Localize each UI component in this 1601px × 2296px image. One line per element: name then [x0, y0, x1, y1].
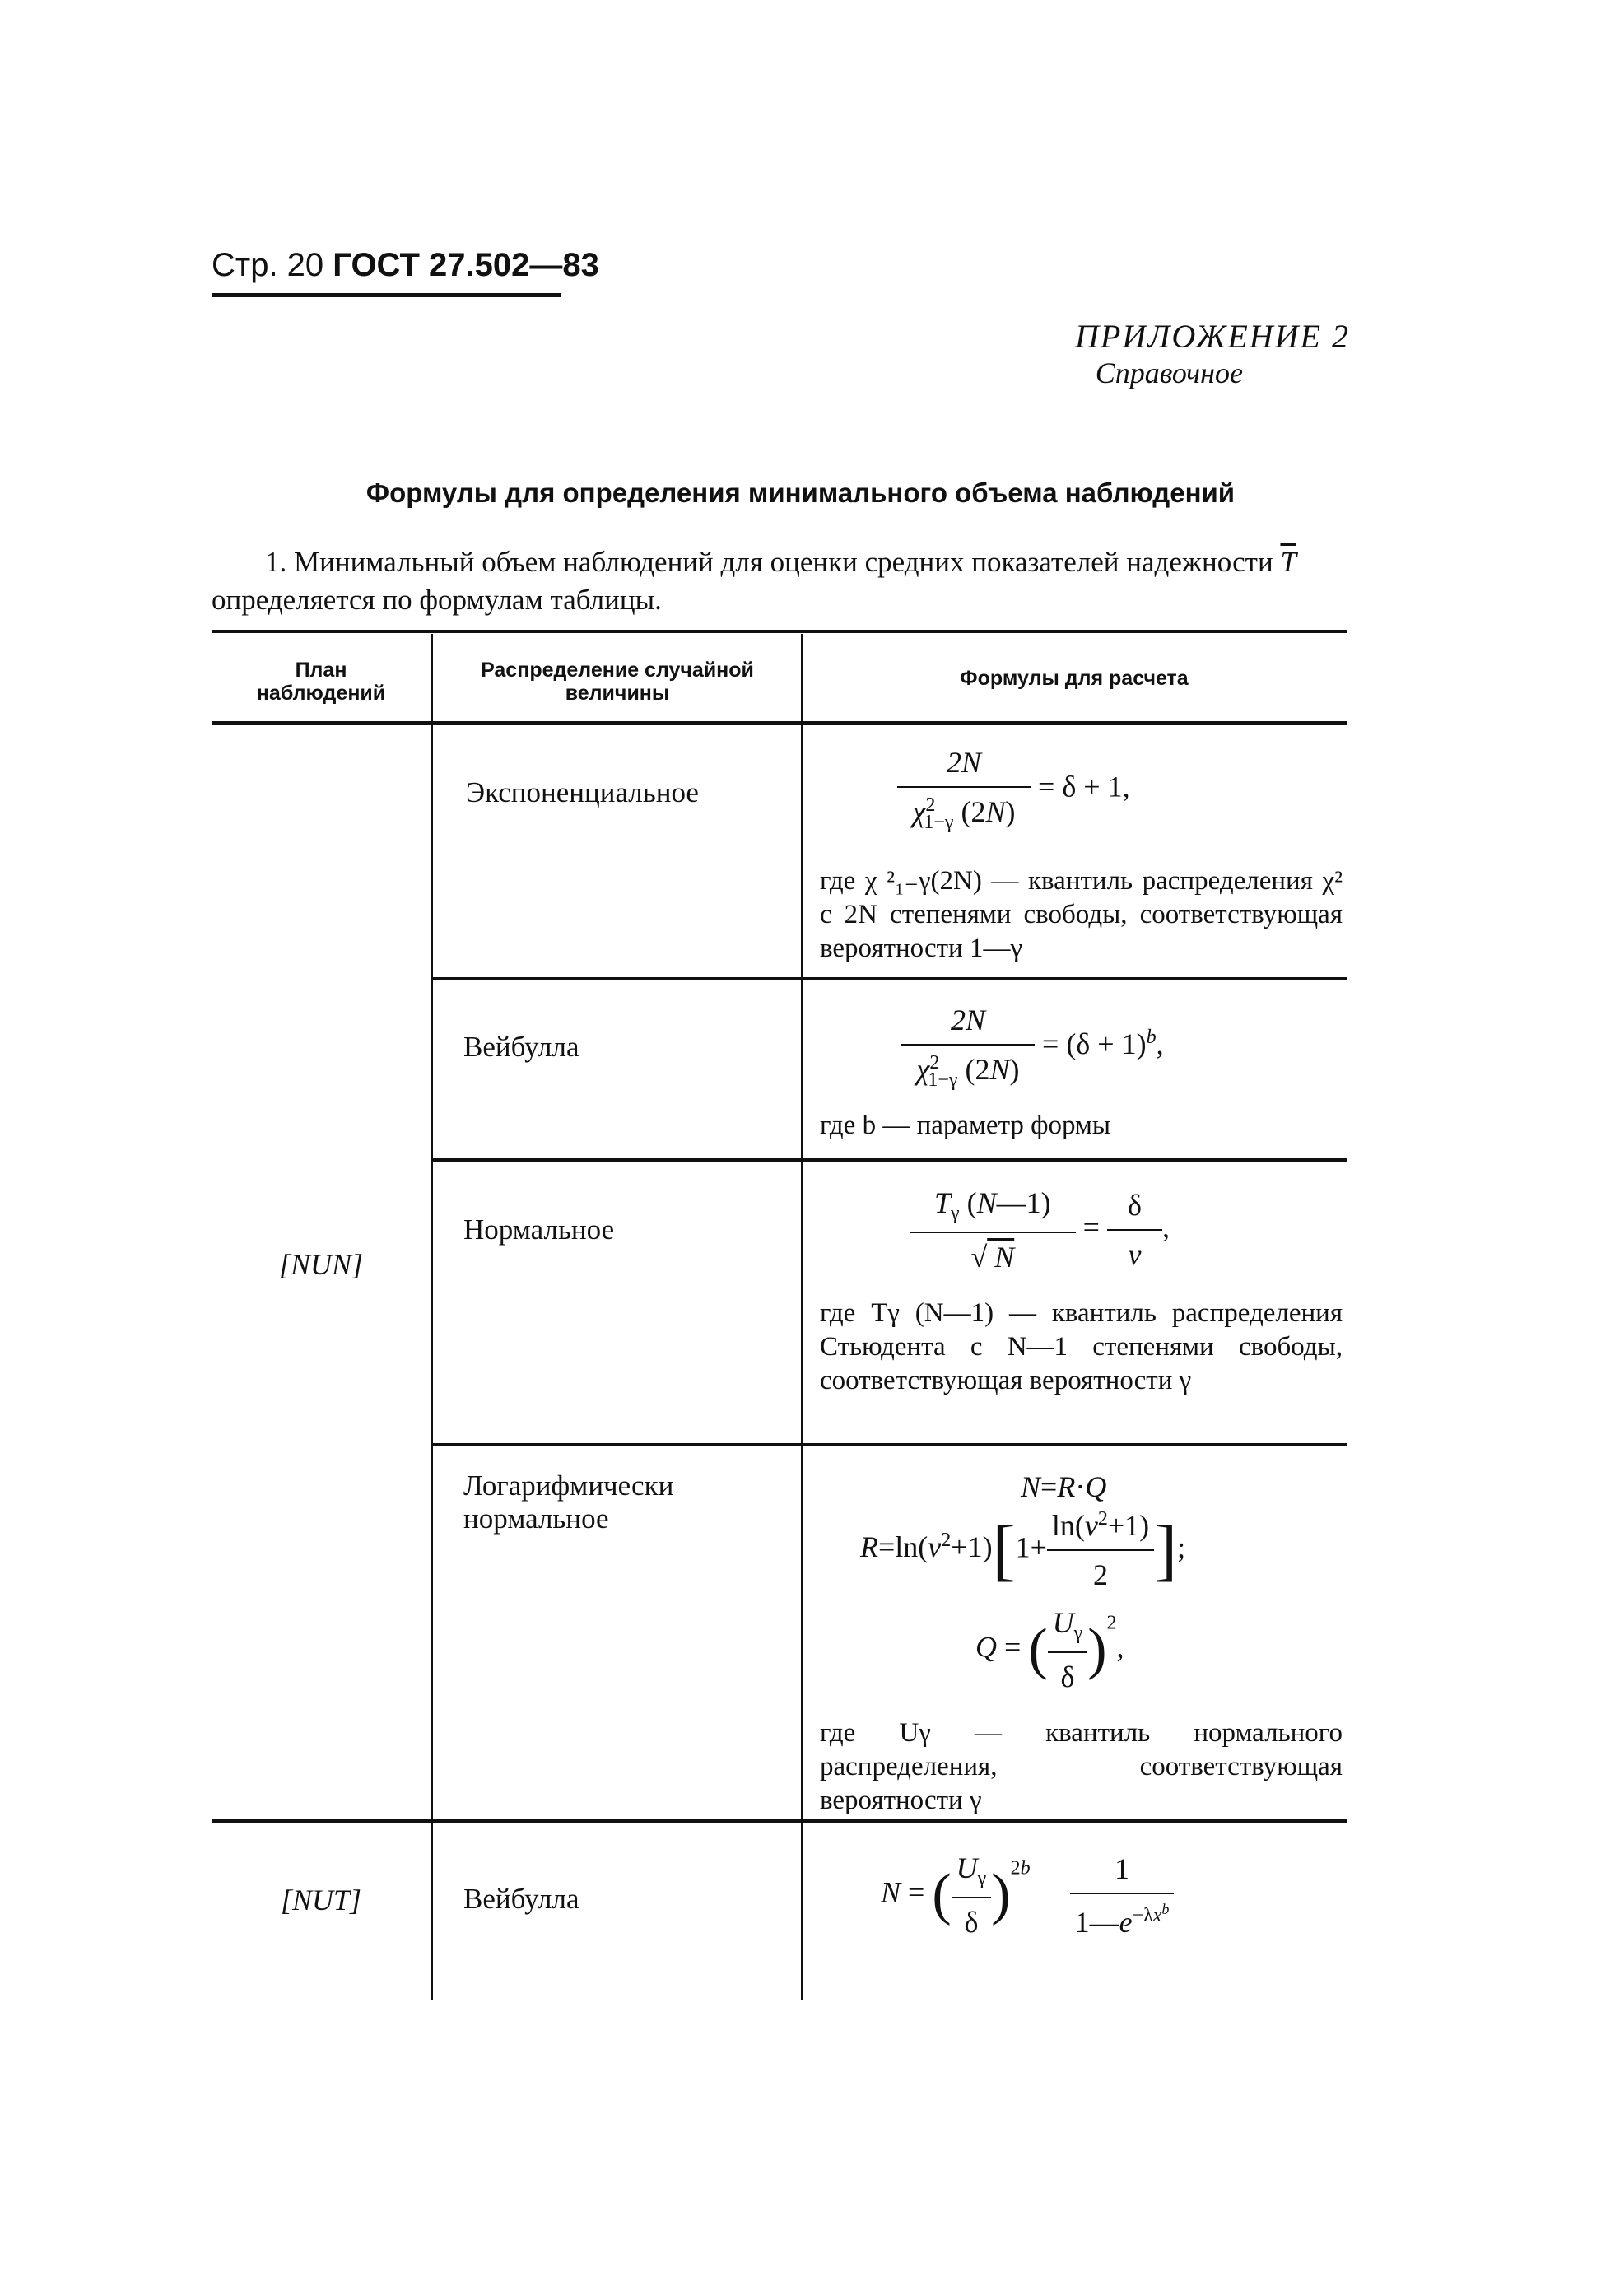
- col-divider-2: [801, 634, 803, 2000]
- note-exponential: где χ ²₁₋γ(2N) — квантиль распределения χ² с 2N степенями свободы, соответствующая вероятности 1—γ: [820, 866, 1343, 963]
- appendix-label: ПРИЛОЖЕНИЕ 2: [1075, 318, 1350, 355]
- row-rule-2: [431, 1158, 1347, 1162]
- intro-text-2: определяется по формулам таблицы.: [212, 584, 662, 616]
- intro-symbol: $\overline{T}$: [1280, 546, 1296, 578]
- page-header: [212, 247, 599, 284]
- standard-code: ГОСТ 27.502—83: [333, 247, 599, 283]
- plan-nut: [NUT]: [280, 1884, 362, 1916]
- page-number: Стр. 20: [212, 247, 324, 283]
- group-rule: [212, 1819, 1347, 1823]
- note-normal: где Tγ (N—1) — квантиль распределения Стьюдента с N—1 степенями свободы, соответствующая вероятности γ: [820, 1298, 1343, 1395]
- header-plan: План наблюдений: [256, 659, 386, 705]
- plan-nun: [NUN]: [278, 1248, 364, 1281]
- fraction: $\frac{\ln(v^2+1)}{2}$: [1047, 1508, 1154, 1592]
- intro-text-1: Минимальный объем наблюдений для оценки средних показателей надежности: [294, 546, 1273, 578]
- note-lognormal: где Uγ — квантиль нормального распределения, соответствующая вероятности γ: [820, 1718, 1343, 1815]
- distribution-weibull-nut: Вейбулла: [463, 1883, 579, 1915]
- formula-lognormal-q: Q = ( $\frac{U_\gamma}{\delta}$ )$^2$,: [975, 1606, 1124, 1694]
- intro-paragraph: [212, 543, 1347, 619]
- row-rule-1: [431, 977, 1347, 980]
- distribution-normal: Нормальное: [463, 1213, 615, 1246]
- table-top-rule: [212, 630, 1347, 633]
- formula-weibull-nut: N = ( $\frac{U_\gamma}{\delta}$ )$^{2b}$ $\frac{1}{1—e^{-\lambda x^b}}$: [881, 1851, 1174, 1940]
- col-divider-1: [431, 634, 433, 2000]
- section-title: Формулы для определения минимального объема наблюдений: [365, 477, 1236, 508]
- appendix-type: Справочное: [1095, 356, 1243, 389]
- table-header-rule: [212, 721, 1347, 725]
- fraction: $\frac{\delta}{v}$: [1107, 1188, 1162, 1272]
- header-distribution: Распределение случайной величины: [481, 659, 754, 705]
- distribution-weibull: Вейбулла: [463, 1031, 579, 1063]
- header-formulas: Формулы для расчета: [960, 667, 1189, 690]
- fraction: $\frac{T_\gamma (N—1)}{√ N}$: [910, 1185, 1076, 1274]
- fraction: $\frac{U_\gamma}{\delta}$: [952, 1851, 992, 1940]
- distribution-exponential: Экспоненциальное: [466, 776, 699, 808]
- formula-normal: $\frac{T_\gamma (N—1)}{√ N}$ = $\frac{\delta}{v}$ ,: [910, 1185, 1170, 1274]
- formula-lognormal-n: N=R·Q: [1021, 1470, 1107, 1503]
- formula-lognormal-r: $R=\ln(v^2+1)[1+$ $\frac{\ln(v^2+1)}{2}$ ];: [860, 1508, 1186, 1591]
- header-underline: [212, 293, 561, 297]
- formula-weibull: $\frac{2N}{\chi^2_{1-\gamma} (2N)}$ = $(\delta + 1)^b$,: [901, 1003, 1164, 1092]
- fraction: $\frac{U_\gamma}{\delta}$: [1048, 1605, 1088, 1694]
- intro-number: 1.: [265, 546, 287, 578]
- fraction: $\frac{1}{1—e^{-\lambda x^b}}$: [1070, 1851, 1175, 1940]
- formula-rhs: = δ + 1,: [1038, 770, 1130, 803]
- note-weibull: где b — параметр формы: [820, 1111, 1111, 1140]
- row-rule-3: [431, 1443, 1347, 1446]
- distribution-lognormal: Логарифмически нормальное: [463, 1469, 674, 1535]
- fraction: $\frac{2N}{\chi^2_{1-\gamma} (2N)}$: [901, 1003, 1035, 1092]
- fraction: $\frac{2N}{\chi^2_{1-\gamma} (2N)}$: [897, 745, 1031, 834]
- formula-exponential: [897, 745, 1130, 834]
